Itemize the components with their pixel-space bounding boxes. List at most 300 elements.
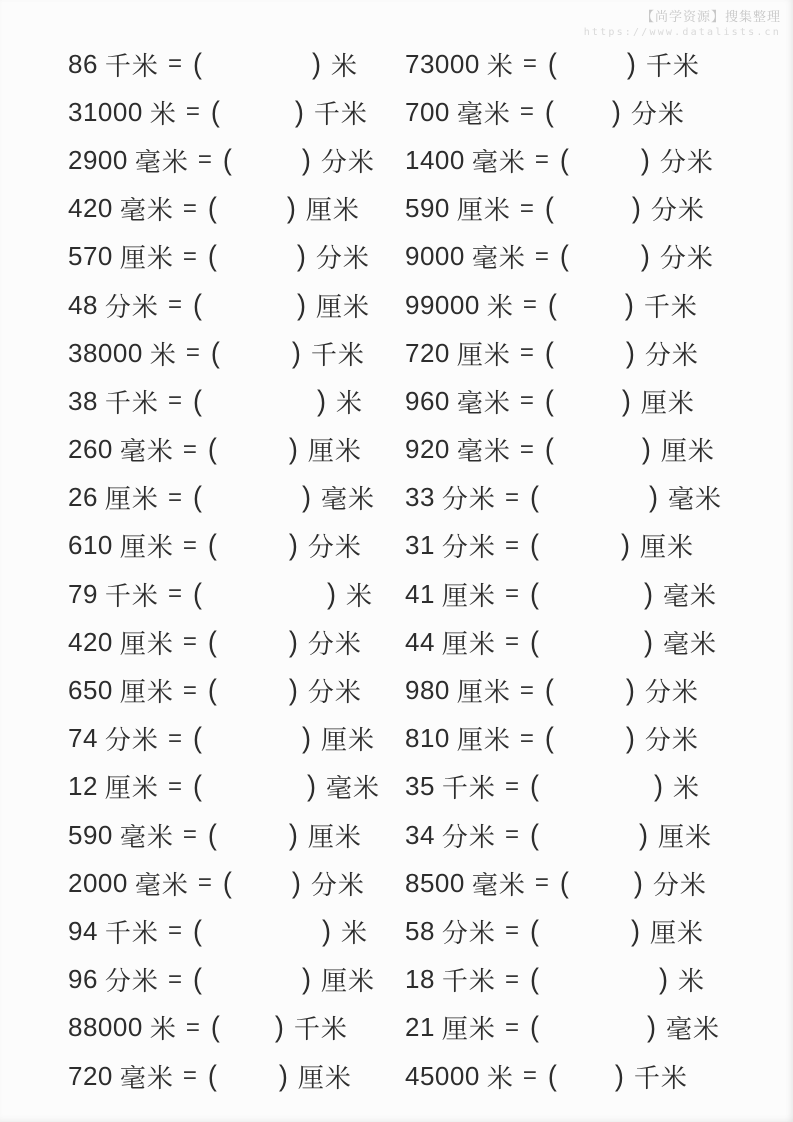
problem-value: 260 — [68, 434, 113, 465]
problem-from-unit: 分米 — [104, 966, 159, 997]
problem-from-unit: 厘米 — [456, 339, 511, 370]
problem-value: 33 — [405, 482, 435, 513]
open-paren: ( — [544, 384, 554, 417]
open-paren: ( — [559, 144, 569, 176]
open-paren: ( — [207, 433, 217, 465]
conversion-problem-right — [405, 672, 775, 709]
close-paren: ) — [648, 481, 658, 514]
equals-sign: = — [182, 194, 197, 222]
answer-blank — [220, 111, 295, 113]
conversion-problem-left — [68, 190, 405, 227]
conversion-problem-right — [405, 287, 775, 324]
equals-sign: = — [167, 917, 182, 945]
problem-row — [68, 474, 775, 522]
equals-sign: = — [504, 821, 519, 849]
conversion-problem-left — [68, 768, 405, 805]
answer-blank — [217, 449, 289, 451]
equals-sign: = — [167, 965, 182, 993]
open-paren: ( — [529, 915, 539, 947]
problem-value: 58 — [405, 915, 435, 946]
problem-to-unit: 分米 — [644, 677, 699, 708]
conversion-problem-left — [68, 961, 405, 998]
open-paren: ( — [192, 915, 202, 947]
close-paren: ) — [625, 722, 635, 755]
problem-value: 2000 — [68, 867, 128, 898]
answer-blank — [539, 786, 654, 788]
open-paren: ( — [222, 866, 232, 899]
problem-to-unit: 分米 — [307, 532, 362, 563]
equals-sign: = — [167, 580, 182, 608]
problem-value: 38 — [68, 385, 98, 416]
problem-value: 590 — [68, 819, 113, 850]
close-paren: ) — [286, 192, 296, 225]
close-paren: ) — [326, 577, 336, 610]
problem-from-unit: 千米 — [104, 50, 159, 81]
problem-value: 73000 — [405, 48, 480, 79]
problem-to-unit: 毫米 — [662, 580, 717, 611]
conversion-problem-left — [68, 865, 405, 902]
equals-sign: = — [197, 869, 212, 897]
problem-row — [68, 426, 775, 474]
problem-from-unit: 米 — [486, 1062, 514, 1093]
problem-from-unit: 米 — [149, 339, 177, 370]
problem-value: 8500 — [405, 867, 465, 898]
equals-sign: = — [167, 50, 182, 78]
open-paren: ( — [210, 95, 220, 128]
answer-blank — [539, 930, 631, 932]
close-paren: ) — [291, 336, 301, 369]
problem-row — [68, 281, 775, 329]
conversion-problem-right — [405, 46, 775, 83]
close-paren: ) — [294, 95, 304, 128]
problem-to-unit: 米 — [677, 966, 705, 997]
problem-to-unit: 厘米 — [649, 917, 704, 948]
open-paren: ( — [529, 770, 539, 803]
problem-to-unit: 千米 — [293, 1014, 348, 1045]
equals-sign: = — [504, 628, 519, 656]
close-paren: ) — [614, 1059, 624, 1092]
problem-to-unit: 分米 — [307, 677, 362, 708]
conversion-problem-right — [405, 817, 775, 854]
answer-blank — [539, 497, 649, 499]
equals-sign: = — [504, 580, 519, 608]
open-paren: ( — [207, 625, 217, 658]
conversion-problem-right — [405, 238, 775, 275]
problem-to-unit: 分米 — [659, 146, 714, 177]
close-paren: ) — [291, 866, 301, 899]
problem-value: 44 — [405, 626, 435, 657]
conversion-problem-left — [68, 624, 405, 661]
answer-blank — [554, 690, 626, 692]
problem-from-unit: 厘米 — [456, 195, 511, 226]
problem-to-unit: 厘米 — [639, 532, 694, 563]
answer-blank — [202, 738, 302, 740]
problem-value: 420 — [68, 626, 113, 657]
problem-from-unit: 分米 — [441, 484, 496, 515]
problem-row — [68, 377, 775, 425]
problem-from-unit: 厘米 — [456, 725, 511, 756]
conversion-problem-left — [68, 817, 405, 854]
problem-value: 810 — [405, 723, 450, 754]
close-paren: ) — [288, 433, 298, 465]
problem-from-unit: 毫米 — [119, 1062, 174, 1093]
close-paren: ) — [630, 915, 640, 947]
problem-to-unit: 分米 — [650, 195, 705, 226]
open-paren: ( — [547, 47, 557, 80]
conversion-problem-right — [405, 624, 775, 661]
open-paren: ( — [207, 1059, 217, 1092]
problem-from-unit: 千米 — [104, 387, 159, 418]
equals-sign: = — [519, 339, 534, 367]
problem-row — [68, 859, 775, 907]
problem-from-unit: 厘米 — [119, 677, 174, 708]
problem-to-unit: 千米 — [645, 50, 700, 81]
equals-sign: = — [519, 435, 534, 463]
problem-row — [68, 763, 775, 811]
conversion-problem-right — [405, 431, 775, 468]
problem-from-unit: 毫米 — [134, 146, 189, 177]
problem-value: 960 — [405, 385, 450, 416]
open-paren: ( — [559, 866, 569, 899]
problem-to-unit: 分米 — [644, 725, 699, 756]
problem-from-unit: 厘米 — [441, 580, 496, 611]
close-paren: ) — [288, 674, 298, 706]
open-paren: ( — [544, 336, 554, 369]
close-paren: ) — [311, 47, 321, 80]
problem-row — [68, 907, 775, 955]
problem-to-unit: 米 — [672, 773, 700, 804]
problem-row — [68, 1052, 775, 1100]
problem-to-unit: 毫米 — [662, 628, 717, 659]
problem-to-unit: 米 — [330, 50, 358, 81]
problem-value: 2900 — [68, 144, 128, 175]
answer-blank — [569, 256, 641, 258]
problem-from-unit: 毫米 — [119, 436, 174, 467]
problem-to-unit: 分米 — [644, 339, 699, 370]
problem-value: 34 — [405, 819, 435, 850]
problem-to-unit: 分米 — [307, 628, 362, 659]
equals-sign: = — [182, 676, 197, 704]
close-paren: ) — [624, 288, 634, 321]
problem-value: 1400 — [405, 144, 465, 175]
problem-row — [68, 811, 775, 859]
equals-sign: = — [185, 339, 200, 367]
conversion-problem-left — [68, 720, 405, 757]
problem-value: 88000 — [68, 1012, 143, 1043]
answer-blank — [554, 208, 632, 210]
problem-to-unit: 千米 — [313, 98, 368, 129]
open-paren: ( — [207, 529, 217, 562]
close-paren: ) — [316, 384, 326, 417]
problem-to-unit: 分米 — [315, 243, 370, 274]
problem-from-unit: 毫米 — [456, 387, 511, 418]
conversion-problem-left — [68, 913, 405, 950]
problem-value: 720 — [405, 337, 450, 368]
conversion-problem-left — [68, 672, 405, 709]
answer-blank — [539, 1027, 647, 1029]
equals-sign: = — [182, 242, 197, 270]
conversion-problem-right — [405, 865, 775, 902]
answer-blank — [202, 400, 317, 402]
problem-from-unit: 毫米 — [456, 98, 511, 129]
equals-sign: = — [504, 917, 519, 945]
open-paren: ( — [529, 625, 539, 658]
close-paren: ) — [621, 384, 631, 417]
close-paren: ) — [306, 770, 316, 803]
open-paren: ( — [544, 722, 554, 755]
conversion-problem-right — [405, 576, 775, 613]
answer-blank — [202, 979, 302, 981]
close-paren: ) — [640, 144, 650, 176]
equals-sign: = — [519, 98, 534, 126]
answer-blank — [554, 111, 612, 113]
answer-blank — [202, 63, 312, 65]
conversion-problem-left — [68, 431, 405, 468]
problem-value: 41 — [405, 578, 435, 609]
answer-blank — [539, 641, 644, 643]
answer-blank — [217, 545, 289, 547]
close-paren: ) — [643, 577, 653, 610]
problem-value: 79 — [68, 578, 98, 609]
close-paren: ) — [626, 47, 636, 80]
problem-value: 980 — [405, 675, 450, 706]
equals-sign: = — [534, 146, 549, 174]
problem-value: 38000 — [68, 337, 143, 368]
equals-sign: = — [504, 772, 519, 800]
problem-from-unit: 厘米 — [104, 773, 159, 804]
problem-from-unit: 米 — [486, 50, 514, 81]
problem-row — [68, 522, 775, 570]
close-paren: ) — [288, 625, 298, 658]
conversion-problem-right — [405, 94, 775, 131]
answer-blank — [217, 256, 297, 258]
conversion-problem-left — [68, 383, 405, 420]
problem-from-unit: 千米 — [104, 580, 159, 611]
equals-sign: = — [167, 772, 182, 800]
close-paren: ) — [611, 95, 621, 128]
answer-blank — [557, 304, 625, 306]
problem-to-unit: 分米 — [652, 869, 707, 900]
problem-from-unit: 毫米 — [471, 146, 526, 177]
answer-blank — [569, 159, 641, 161]
close-paren: ) — [288, 818, 298, 851]
problem-value: 86 — [68, 48, 98, 79]
open-paren: ( — [192, 288, 202, 321]
close-paren: ) — [301, 722, 311, 755]
problem-row — [68, 570, 775, 618]
close-paren: ) — [274, 1011, 284, 1044]
problem-to-unit: 厘米 — [307, 436, 362, 467]
problem-from-unit: 厘米 — [119, 243, 174, 274]
problem-value: 31000 — [68, 96, 143, 127]
open-paren: ( — [544, 95, 554, 128]
equals-sign: = — [519, 387, 534, 415]
equals-sign: = — [534, 242, 549, 270]
open-paren: ( — [192, 47, 202, 80]
answer-blank — [539, 834, 639, 836]
answer-blank — [202, 786, 307, 788]
problem-to-unit: 千米 — [643, 291, 698, 322]
problem-row — [68, 185, 775, 233]
problem-value: 21 — [405, 1012, 435, 1043]
problem-value: 720 — [68, 1060, 113, 1091]
conversion-problem-right — [405, 1058, 775, 1095]
conversion-problem-right — [405, 768, 775, 805]
equals-sign: = — [504, 1013, 519, 1041]
watermark — [584, 9, 781, 40]
problem-value: 590 — [405, 193, 450, 224]
open-paren: ( — [529, 529, 539, 562]
watermark-source-text: 【尚学资源】搜集整理 — [640, 9, 781, 24]
conversion-problem-left — [68, 335, 405, 372]
open-paren: ( — [192, 577, 202, 610]
problem-from-unit: 毫米 — [134, 869, 189, 900]
problem-to-unit: 分米 — [630, 98, 685, 129]
conversion-problem-left — [68, 576, 405, 613]
problem-value: 94 — [68, 915, 98, 946]
open-paren: ( — [547, 1059, 557, 1092]
problem-row — [68, 329, 775, 377]
answer-blank — [217, 690, 289, 692]
problem-from-unit: 米 — [149, 1014, 177, 1045]
open-paren: ( — [192, 722, 202, 755]
conversion-problem-left — [68, 527, 405, 564]
equals-sign: = — [522, 1062, 537, 1090]
answer-blank — [539, 545, 621, 547]
problem-to-unit: 毫米 — [667, 484, 722, 515]
conversion-problem-right — [405, 1009, 775, 1046]
close-paren: ) — [633, 866, 643, 899]
open-paren: ( — [192, 384, 202, 417]
problem-from-unit: 米 — [149, 98, 177, 129]
conversion-problem-right — [405, 190, 775, 227]
equals-sign: = — [522, 291, 537, 319]
answer-blank — [217, 641, 289, 643]
equals-sign: = — [534, 869, 549, 897]
problem-from-unit: 厘米 — [104, 484, 159, 515]
problem-value: 48 — [68, 289, 98, 320]
equals-sign: = — [167, 291, 182, 319]
open-paren: ( — [222, 144, 232, 176]
problem-value: 9000 — [405, 241, 465, 272]
problem-row — [68, 666, 775, 714]
problem-row — [68, 956, 775, 1004]
problem-value: 570 — [68, 241, 113, 272]
answer-blank — [202, 497, 302, 499]
problem-from-unit: 毫米 — [456, 436, 511, 467]
problem-to-unit: 毫米 — [320, 484, 375, 515]
close-paren: ) — [643, 625, 653, 658]
problem-from-unit: 米 — [486, 291, 514, 322]
equals-sign: = — [519, 676, 534, 704]
problem-value: 700 — [405, 96, 450, 127]
answer-blank — [217, 1075, 279, 1077]
open-paren: ( — [192, 770, 202, 803]
problem-to-unit: 厘米 — [657, 821, 712, 852]
problem-from-unit: 毫米 — [471, 869, 526, 900]
equals-sign: = — [185, 1013, 200, 1041]
equals-sign: = — [197, 146, 212, 174]
problem-to-unit: 厘米 — [320, 966, 375, 997]
open-paren: ( — [544, 192, 554, 225]
problem-value: 26 — [68, 482, 98, 513]
problem-value: 74 — [68, 723, 98, 754]
open-paren: ( — [529, 481, 539, 514]
worksheet-body — [68, 40, 775, 1100]
problem-to-unit: 毫米 — [665, 1014, 720, 1045]
open-paren: ( — [529, 577, 539, 610]
answer-blank — [557, 1075, 615, 1077]
close-paren: ) — [631, 192, 641, 225]
equals-sign: = — [522, 50, 537, 78]
problem-from-unit: 分米 — [441, 821, 496, 852]
answer-blank — [539, 979, 659, 981]
close-paren: ) — [646, 1011, 656, 1044]
answer-blank — [232, 882, 292, 884]
problem-value: 610 — [68, 530, 113, 561]
close-paren: ) — [301, 144, 311, 176]
problem-to-unit: 米 — [345, 580, 373, 611]
close-paren: ) — [296, 240, 306, 273]
conversion-problem-right — [405, 961, 775, 998]
answer-blank — [554, 352, 626, 354]
problem-to-unit: 千米 — [633, 1062, 688, 1093]
problem-from-unit: 千米 — [104, 917, 159, 948]
close-paren: ) — [653, 770, 663, 803]
conversion-problem-right — [405, 383, 775, 420]
answer-blank — [569, 882, 634, 884]
problem-row — [68, 136, 775, 184]
open-paren: ( — [207, 674, 217, 706]
problem-to-unit: 厘米 — [307, 821, 362, 852]
close-paren: ) — [641, 433, 651, 465]
equals-sign: = — [519, 194, 534, 222]
close-paren: ) — [625, 336, 635, 369]
equals-sign: = — [504, 965, 519, 993]
answer-blank — [220, 1027, 275, 1029]
equals-sign: = — [504, 531, 519, 559]
problem-to-unit: 厘米 — [305, 195, 360, 226]
close-paren: ) — [278, 1059, 288, 1092]
answer-blank — [202, 593, 327, 595]
problem-from-unit: 毫米 — [471, 243, 526, 274]
problem-from-unit: 分米 — [441, 917, 496, 948]
problem-to-unit: 毫米 — [325, 773, 380, 804]
problem-to-unit: 米 — [340, 917, 368, 948]
answer-blank — [202, 930, 322, 932]
problem-row — [68, 1004, 775, 1052]
equals-sign: = — [182, 435, 197, 463]
problem-value: 18 — [405, 964, 435, 995]
answer-blank — [202, 304, 297, 306]
answer-blank — [220, 352, 292, 354]
problem-from-unit: 厘米 — [441, 628, 496, 659]
problem-value: 12 — [68, 771, 98, 802]
problem-to-unit: 厘米 — [640, 387, 695, 418]
problem-row — [68, 233, 775, 281]
problem-from-unit: 千米 — [441, 966, 496, 997]
problem-to-unit: 厘米 — [315, 291, 370, 322]
answer-blank — [217, 834, 289, 836]
close-paren: ) — [296, 288, 306, 321]
open-paren: ( — [207, 192, 217, 225]
problem-to-unit: 厘米 — [297, 1062, 352, 1093]
answer-blank — [539, 593, 644, 595]
watermark-url-text: https://www.datalists.cn — [583, 27, 781, 39]
problem-from-unit: 厘米 — [441, 1014, 496, 1045]
conversion-problem-left — [68, 94, 405, 131]
conversion-problem-right — [405, 720, 775, 757]
